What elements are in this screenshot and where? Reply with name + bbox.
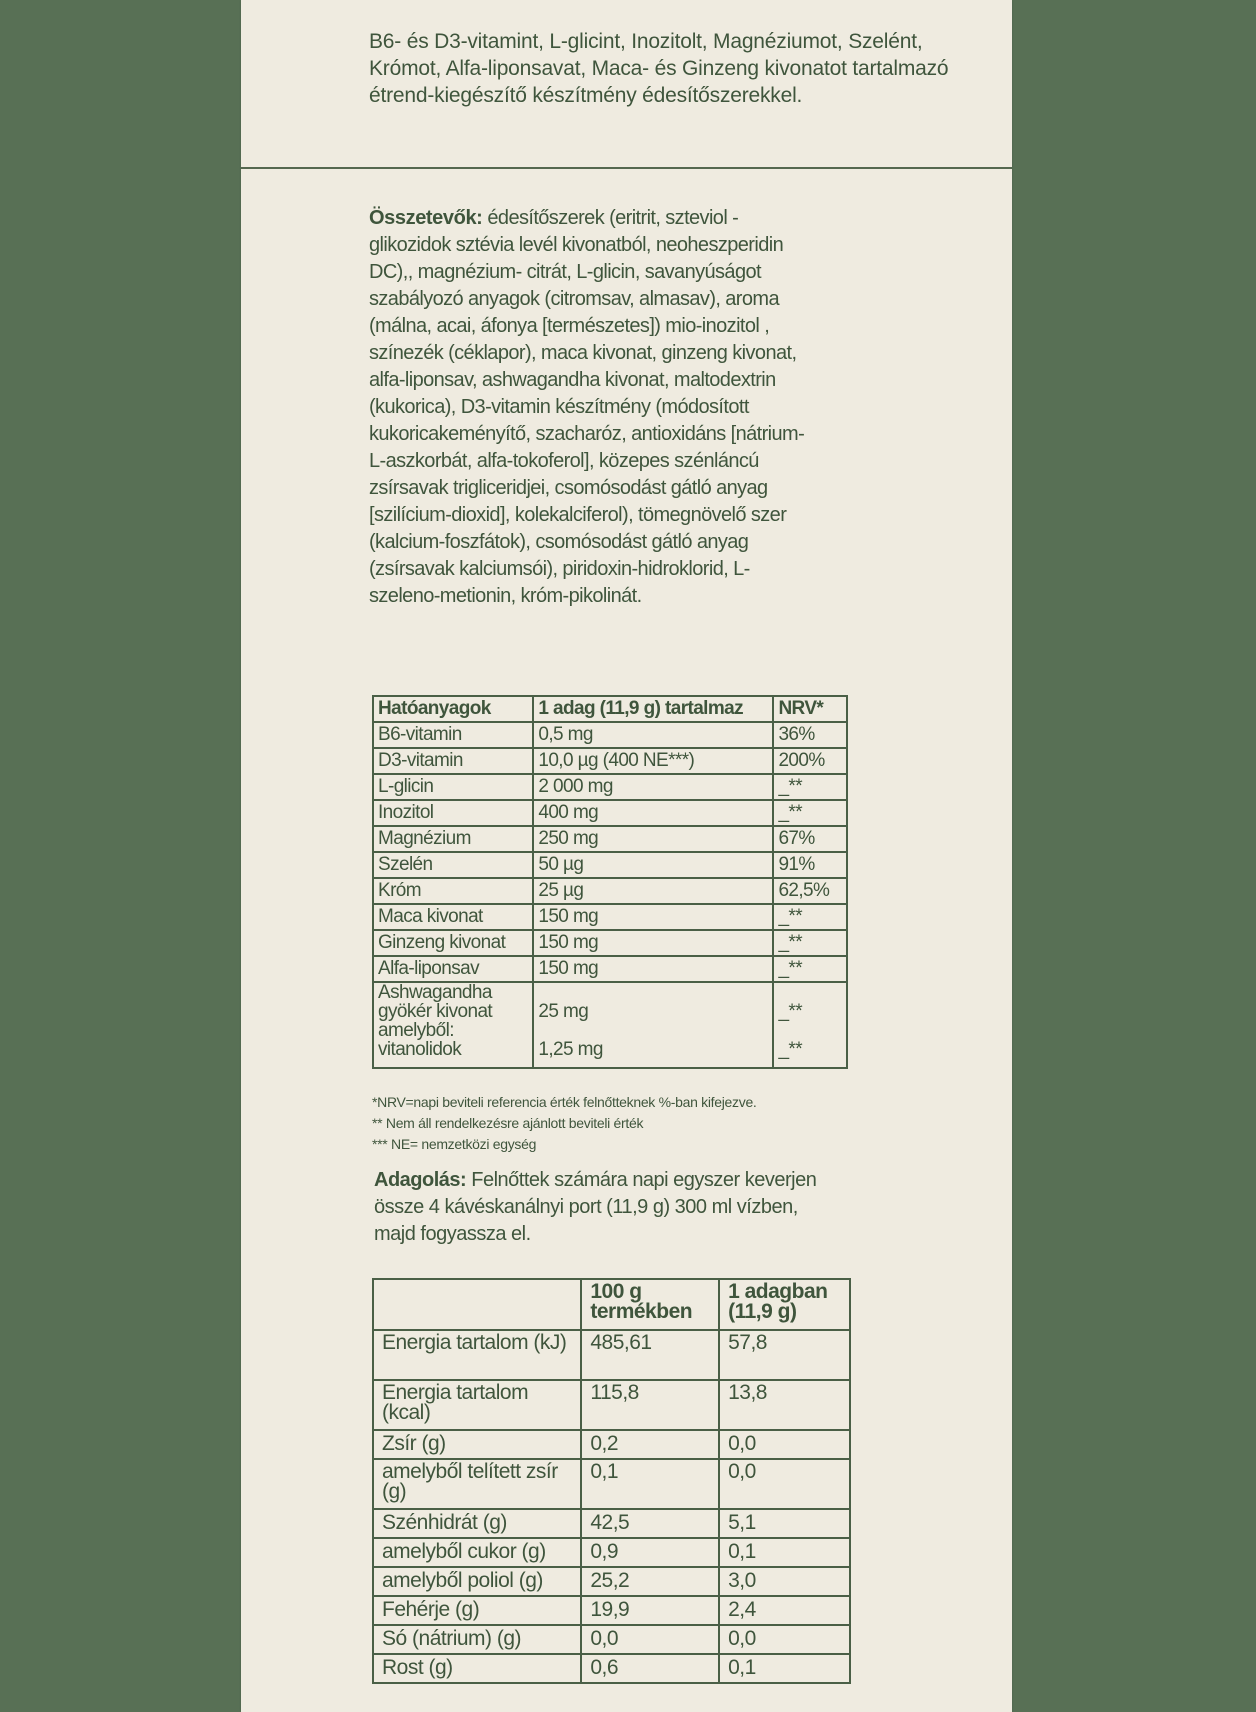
ingredient-amount: 10,0 µg (400 NE***) (533, 748, 773, 774)
ingredient-name: Króm (373, 878, 533, 904)
ingredient-name: Inozitol (373, 800, 533, 826)
ingredient-name: Maca kivonat (373, 904, 533, 930)
value-per-serving: 0,1 (719, 1654, 850, 1683)
amount-line: 25 mg (538, 1001, 589, 1022)
dosage-section (374, 1167, 844, 1248)
table-row (373, 1459, 850, 1509)
header-per-serving: 1 adagban (11,9 g) (719, 1279, 850, 1330)
header-serving: 1 adag (11,9 g) tartalmaz (533, 696, 773, 722)
ingredient-name-line: vitanolidok (378, 1039, 462, 1060)
ingredient-nrv: 62,5% (773, 878, 847, 904)
product-description: B6- és D3-vitamint, L-glicint, Inozitolt, Magnéziumot, Szelént, Krómot, Alfa-liponsavat, Maca- és Ginzeng kivonatot tartalmazó étrend-kiegészítő készítmény édesítőszerekkel. (369, 30, 949, 107)
table-row (373, 774, 847, 800)
value-per-serving: 0,1 (719, 1538, 850, 1567)
header-active: Hatóanyagok (373, 696, 533, 722)
ingredients-label: Összetevők: (369, 207, 483, 229)
ingredient-nrv: _** (773, 904, 847, 930)
ingredient-name (373, 982, 533, 1068)
value-per100: 485,61 (581, 1330, 719, 1380)
footnote: *** NE= nemzetközi egység (372, 1136, 537, 1152)
dosage-text: Felnőttek számára napi egyszer keverjen össze 4 kávéskanálnyi port (11,9 g) 300 ml vízben, majd fogyassza el. (374, 1169, 817, 1245)
ingredient-amount: 150 mg (533, 956, 773, 982)
table-row (373, 1380, 850, 1430)
ingredient-amount: 400 mg (533, 800, 773, 826)
table-row (373, 1596, 850, 1625)
nutrient-name: Só (nátrium) (g) (373, 1625, 581, 1654)
ingredient-amount: 150 mg (533, 904, 773, 930)
nutrient-name: Fehérje (g) (373, 1596, 581, 1625)
nrv-line: _** (778, 1001, 802, 1022)
ingredient-name: Alfa-liponsav (373, 956, 533, 982)
nutrient-name: amelyből poliol (g) (373, 1567, 581, 1596)
ingredient-amount: 250 mg (533, 826, 773, 852)
ingredient-name-line: amelyből: (378, 1020, 454, 1041)
divider (241, 167, 1012, 169)
value-per-serving: 5,1 (719, 1509, 850, 1538)
ingredient-amount: 0,5 mg (533, 722, 773, 748)
nutrition-table-header (373, 1279, 850, 1330)
ingredient-name: Magnézium (373, 826, 533, 852)
ingredients-section (369, 205, 819, 610)
ingredient-amount (533, 982, 773, 1068)
ingredient-amount: 25 µg (533, 878, 773, 904)
nutrient-name: amelyből cukor (g) (373, 1538, 581, 1567)
table-row (373, 1654, 850, 1683)
nutrient-name: Szénhidrát (g) (373, 1509, 581, 1538)
ingredient-nrv: 67% (773, 826, 847, 852)
ingredient-name-line: Ashwagandha (378, 982, 492, 1003)
ingredient-name: Ginzeng kivonat (373, 930, 533, 956)
ingredient-nrv: 91% (773, 852, 847, 878)
table-row (373, 1509, 850, 1538)
nutrient-name: Rost (g) (373, 1654, 581, 1683)
ingredient-amount: 50 µg (533, 852, 773, 878)
nutrition-table-body (373, 1279, 850, 1683)
table-row (373, 930, 847, 956)
table-row (373, 748, 847, 774)
table-row (373, 1330, 850, 1380)
active-table-header (373, 696, 847, 722)
ingredient-name: Szelén (373, 852, 533, 878)
ingredient-nrv: 200% (773, 748, 847, 774)
table-row (373, 800, 847, 826)
value-per100: 0,6 (581, 1654, 719, 1683)
value-per100: 0,1 (581, 1459, 719, 1509)
table-row (373, 1430, 850, 1459)
table-row (373, 1538, 850, 1567)
nrv-line: _** (778, 1039, 802, 1060)
table-row (373, 904, 847, 930)
value-per-serving: 0,0 (719, 1459, 850, 1509)
table-row-ashwagandha (373, 982, 847, 1068)
ingredient-nrv (773, 982, 847, 1068)
table-row (373, 956, 847, 982)
nutrient-name: Energia tartalom (kcal) (373, 1380, 581, 1430)
nutrition-table (372, 1278, 851, 1684)
footnote: *NRV=napi beviteli referencia érték felnőtteknek %-ban kifejezve. (372, 1094, 757, 1110)
ingredient-nrv: _** (773, 800, 847, 826)
label-paper (241, 0, 1012, 1712)
value-per100: 19,9 (581, 1596, 719, 1625)
value-per-serving: 57,8 (719, 1330, 850, 1380)
ingredient-nrv: _** (773, 956, 847, 982)
value-per100: 115,8 (581, 1380, 719, 1430)
value-per100: 0,2 (581, 1430, 719, 1459)
value-per-serving: 2,4 (719, 1596, 850, 1625)
nutrient-name: Zsír (g) (373, 1430, 581, 1459)
ingredient-nrv: _** (773, 930, 847, 956)
active-table-body (373, 722, 847, 1068)
nutrient-name: amelyből telített zsír (g) (373, 1459, 581, 1509)
ingredient-name: L-glicin (373, 774, 533, 800)
value-per100: 0,0 (581, 1625, 719, 1654)
ingredients-text: édesítőszerek (eritrit, szteviol -glikozidok sztévia levél kivonatból, neoheszperidin DC),, magnézium- citrát, L-glicin, savanyúságot szabályozó anyagok (citromsav, almasav), aroma (málna, acai, áfonya [természetes]) mio-inozitol , színezék (céklapor), maca kivonat, ginzeng kivonat, alfa-liponsav, ashwagandha kivonat, maltodextrin (kukorica), D3-vitamin készítmény (módosított kukoricakeményítő, szacharóz, antioxidáns [nátrium-L-aszkorbát, alfa-tokoferol], közepes szénláncú zsírsavak trigliceridjei, csomósodást gátló anyag [szilícium-dioxid], kolekalciferol), tömegnövelő szer (kalcium-foszfátok), csomósodást gátló anyag (zsírsavak kalciumsói), piridoxin-hidroklorid, L-szeleno-metionin, króm-pikolinát. (369, 207, 805, 607)
footnote: ** Nem áll rendelkezésre ajánlott beviteli érték (372, 1115, 644, 1131)
ingredient-nrv: _** (773, 774, 847, 800)
table-row (373, 722, 847, 748)
nutrient-name: Energia tartalom (kJ) (373, 1330, 581, 1380)
table-row (373, 1625, 850, 1654)
table-row (373, 852, 847, 878)
ingredient-name: D3-vitamin (373, 748, 533, 774)
ingredient-nrv: 36% (773, 722, 847, 748)
ingredient-amount: 2 000 mg (533, 774, 773, 800)
amount-line: 1,25 mg (538, 1039, 603, 1060)
table-row (373, 1567, 850, 1596)
dosage-label: Adagolás: (374, 1169, 467, 1191)
ingredient-amount: 150 mg (533, 930, 773, 956)
table-row (373, 826, 847, 852)
header-empty (373, 1279, 581, 1330)
header-per100: 100 g termékben (581, 1279, 719, 1330)
table-row (373, 878, 847, 904)
value-per100: 25,2 (581, 1567, 719, 1596)
value-per-serving: 0,0 (719, 1430, 850, 1459)
value-per-serving: 0,0 (719, 1625, 850, 1654)
ingredient-name: B6-vitamin (373, 722, 533, 748)
header-nrv: NRV* (773, 696, 847, 722)
value-per-serving: 13,8 (719, 1380, 850, 1430)
value-per100: 42,5 (581, 1509, 719, 1538)
ingredient-name-line: gyökér kivonat (378, 1001, 493, 1022)
footnotes (372, 1092, 872, 1155)
value-per-serving: 3,0 (719, 1567, 850, 1596)
value-per100: 0,9 (581, 1538, 719, 1567)
active-ingredients-table (372, 695, 848, 1069)
